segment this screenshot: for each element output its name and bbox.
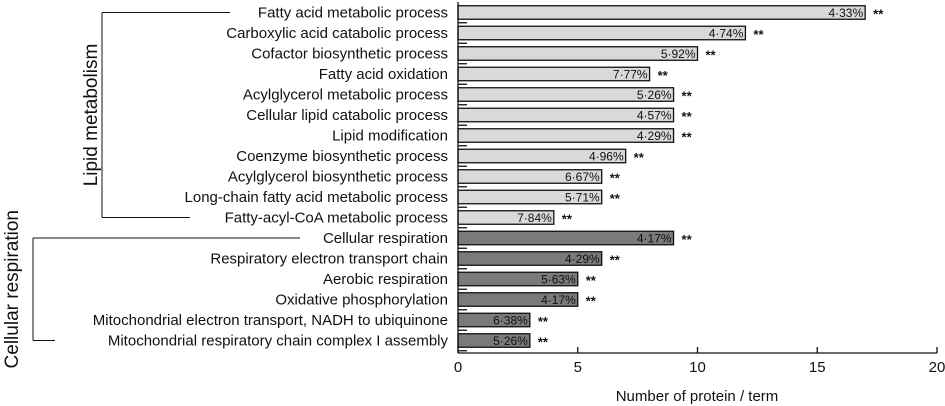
x-tick-label: 0 (453, 359, 463, 376)
percent-label: 4·29% (565, 252, 600, 266)
percent-label: 5·26% (493, 334, 528, 348)
percent-label: 7·84% (517, 211, 552, 225)
x-tick-label: 15 (808, 359, 826, 376)
category-label: Mitochondrial electron transport, NADH to ubiquinone (92, 312, 448, 329)
group-label: Cellular respiration (2, 210, 23, 369)
percent-label: 4·17% (636, 231, 672, 246)
percent-label: 7·77% (612, 67, 648, 82)
category-label: Cellular lipid catabolic process (246, 107, 448, 124)
significance-label: ** (681, 129, 692, 145)
category-label: Lipid modification (332, 127, 448, 145)
significance-label: ** (681, 88, 692, 104)
significance-label: ** (537, 334, 548, 350)
category-label: Cofactor biosynthetic process (251, 45, 448, 63)
significance-label: ** (609, 170, 620, 186)
category-label: Fatty acid oxidation (318, 66, 448, 83)
category-label: Aerobic respiration (322, 271, 448, 288)
significance-label: ** (657, 68, 668, 83)
significance-label: ** (681, 232, 692, 247)
significance-label: ** (609, 252, 620, 268)
significance-label: ** (561, 211, 572, 227)
category-label: Acylglycerol biosynthetic process (227, 168, 448, 186)
category-label: Fatty-acyl-CoA metabolic process (224, 209, 448, 227)
x-tick-label: 5 (573, 359, 582, 376)
x-tick-label: 10 (689, 359, 706, 376)
x-tick-label: 20 (928, 359, 945, 376)
category-label: Acylglycerol metabolic process (242, 86, 448, 104)
significance-label: ** (585, 273, 596, 288)
percent-label: 6·38% (493, 313, 528, 328)
significance-label: ** (681, 109, 692, 124)
significance-label: ** (585, 293, 596, 309)
significance-label: ** (753, 27, 764, 42)
category-label: Oxidative phosphorylation (275, 291, 448, 309)
percent-label: 4·17% (541, 293, 576, 307)
significance-label: ** (537, 314, 548, 329)
bar (458, 6, 865, 20)
category-label: Long-chain fatty acid metabolic process (184, 189, 448, 206)
category-label: Cellular respiration (322, 230, 448, 247)
category-label: Carboxylic acid catabolic process (226, 25, 448, 42)
bar (458, 26, 745, 40)
group-label: Lipid metabolism (81, 43, 102, 187)
percent-label: 5·92% (660, 47, 696, 61)
percent-label: 4·57% (636, 108, 672, 123)
category-label: Respiratory electron transport chain (210, 250, 448, 268)
percent-label: 6·67% (565, 170, 600, 184)
percent-label: 4·74% (708, 26, 744, 41)
significance-label: ** (873, 6, 884, 22)
category-label: Fatty acid metabolic process (257, 4, 448, 22)
percent-label: 5·63% (541, 272, 576, 287)
percent-label: 5·71% (565, 190, 600, 205)
category-label: Coenzyme biosynthetic process (236, 148, 448, 165)
percent-label: 5·26% (636, 88, 672, 102)
category-label: Mitochondrial respiratory chain complex I assembly (107, 332, 448, 350)
percent-label: 4·29% (636, 129, 672, 143)
significance-label: ** (609, 191, 620, 206)
significance-label: ** (633, 150, 644, 165)
bars (93, 5, 884, 350)
x-axis-title: Number of protein / term (615, 388, 779, 405)
percent-label: 4·33% (828, 6, 864, 20)
percent-label: 4·96% (588, 149, 624, 164)
significance-label: ** (705, 47, 716, 63)
